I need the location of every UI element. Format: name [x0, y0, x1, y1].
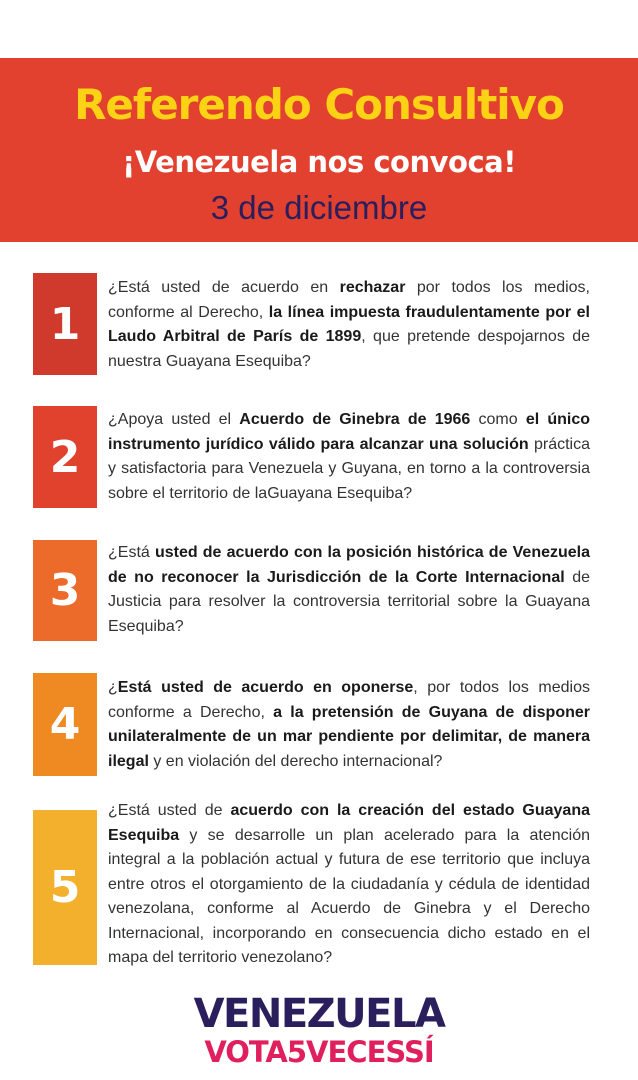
question-number-3: 3	[33, 540, 97, 641]
question-segment: , que pretende despojarnos de nuestra Guayana Esequiba?	[108, 328, 590, 370]
question-text-2	[108, 408, 590, 506]
logo-vota5vecessi: VOTA5VECESSÍ	[204, 1035, 434, 1069]
question-number-4: 4	[33, 673, 97, 776]
question-segment: , por todos los medios conforme a Derecho,	[108, 679, 590, 721]
question-segment: práctica y satisfactoria para Venezuela y Guyana, en torno a la controversia sobre el territorio de laGuayana Esequiba?	[108, 435, 590, 502]
question-segment: ¿Está usted de	[108, 802, 231, 819]
question-number-2: 2	[33, 406, 97, 508]
question-segment: usted de acuerdo con la posición histórica de Venezuela de no reconocer la Jurisdicción de la Corte Internacional	[108, 544, 591, 586]
question-segment: por todos los medios, conforme al Derecho,	[108, 279, 590, 321]
question-text-5	[108, 799, 590, 971]
question-text-3	[108, 541, 590, 639]
question-segment: y en violación del derecho internacional?	[148, 752, 443, 770]
question-text-4	[108, 676, 590, 774]
question-segment: el único instrumento jurídico válido para alcanzar una solución	[108, 411, 591, 453]
header-banner	[0, 58, 638, 242]
question-segment: a la pretensión de Guyana de disponer unilateralmente de un mar pendiente por delimitar, de manera ilegal	[108, 703, 591, 770]
question-segment: ¿Está	[108, 544, 155, 561]
question-segment: ¿	[108, 679, 118, 696]
page-title: Referendo Consultivo	[74, 80, 564, 129]
question-segment: Acuerdo de Ginebra de 1966	[239, 411, 471, 428]
question-segment: la línea impuesta fraudulentamente por el Laudo Arbitral de París de 1899	[108, 303, 590, 345]
question-segment: acuerdo con la creación del estado Guayana Esequiba	[108, 802, 591, 844]
question-number-5: 5	[33, 810, 97, 965]
logo-venezuela: VENEZUELA	[193, 991, 445, 1037]
question-segment: y se desarrolle un plan acelerado para la atención integral a la población actual y futura de ese territorio que incluya entre otros el otorgamiento de la ciudadanía y cédula de identidad venezolana, conforme al Acuerdo de Ginebra y el Derecho Internacional, incorporando en consecuencia dicho estado en el mapa del territorio venezolano?	[108, 826, 590, 966]
question-segment: ¿Apoya usted el	[108, 411, 240, 428]
question-text-1	[108, 276, 590, 374]
question-segment: de Justicia para resolver la controversia territorial sobre la Guayana Esequiba?	[108, 568, 590, 635]
question-segment: rechazar	[339, 279, 406, 296]
page-subtitle: ¡Venezuela nos convoca!	[122, 145, 516, 179]
question-segment: ¿Está usted de acuerdo en	[108, 279, 340, 296]
page-date: 3 de diciembre	[210, 189, 428, 226]
question-segment: Está usted de acuerdo en oponerse	[117, 679, 414, 696]
question-segment: como	[470, 411, 526, 428]
question-number-1: 1	[33, 273, 97, 375]
